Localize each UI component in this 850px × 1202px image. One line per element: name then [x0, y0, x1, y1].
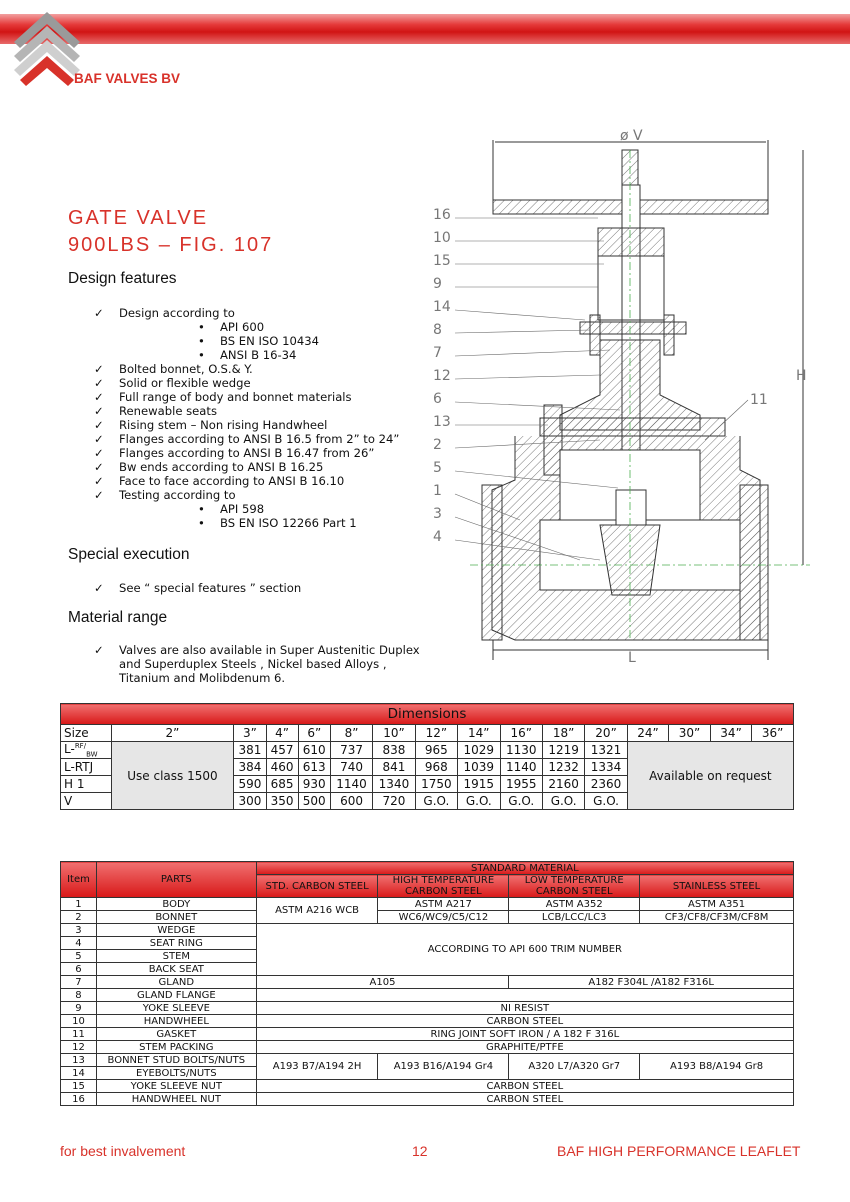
part-number-label: 15 — [433, 253, 451, 269]
item-number: 3 — [61, 924, 97, 937]
size-header: 20” — [585, 725, 627, 742]
dimension-value: 720 — [373, 793, 415, 810]
list-item-text: Solid or flexible wedge — [119, 376, 251, 390]
size-header: 14” — [458, 725, 500, 742]
size-header: Size — [61, 725, 112, 742]
item-number: 13 — [61, 1054, 97, 1067]
list-item-text: ANSI B 16-34 — [220, 348, 297, 362]
part-name: YOKE SLEEVE NUT — [96, 1080, 256, 1093]
size-header: 36” — [752, 725, 794, 742]
table-row — [61, 989, 794, 1002]
dimension-value: 350 — [266, 793, 298, 810]
item-number: 12 — [61, 1041, 97, 1054]
dimensions-table — [60, 703, 794, 810]
table-row — [61, 911, 794, 924]
table-row — [61, 1093, 794, 1106]
check-icon: ✓ — [94, 474, 104, 488]
item-number: 5 — [61, 950, 97, 963]
item-number: 14 — [61, 1067, 97, 1080]
part-number-label: 3 — [433, 506, 442, 522]
material-column-header: HIGH TEMPERATURE CARBON STEEL — [378, 875, 509, 898]
list-item-text: Bolted bonnet, O.S.& Y. — [119, 362, 253, 376]
dimension-value: 590 — [234, 776, 266, 793]
size-header: 30” — [669, 725, 711, 742]
material-cell: A193 B7/A194 2H — [256, 1054, 378, 1080]
material-cell: LCB/LCC/LC3 — [509, 911, 640, 924]
material-cell: ASTM A351 — [640, 898, 794, 911]
material-heading: Material range — [68, 609, 168, 626]
size-header: 6” — [298, 725, 330, 742]
drawing-label-bottom: L — [628, 650, 636, 666]
part-name: GLAND FLANGE — [96, 989, 256, 1002]
table-row — [61, 742, 794, 759]
part-number-label: 14 — [433, 299, 451, 315]
table-row — [61, 1028, 794, 1041]
part-number-label: 10 — [433, 230, 451, 246]
dimension-value: 384 — [234, 759, 266, 776]
bullet-icon: • — [198, 516, 205, 530]
material-cell: A105 — [256, 976, 509, 989]
size-header: 12” — [415, 725, 457, 742]
size-header: 8” — [330, 725, 372, 742]
item-number: 15 — [61, 1080, 97, 1093]
list-item-text: Flanges according to ANSI B 16.47 from 26” — [119, 446, 375, 460]
material-cell: ASTM A217 — [378, 898, 509, 911]
list-item-text: See “ special features ” section — [119, 581, 302, 595]
list-item-text: Design according to — [119, 306, 235, 320]
dimension-value: 740 — [330, 759, 372, 776]
part-number-label: 2 — [433, 437, 442, 453]
row-label: V — [61, 793, 112, 810]
part-number-label: 4 — [433, 529, 442, 545]
dimensions-title: Dimensions — [61, 704, 794, 725]
dimension-value: 1750 — [415, 776, 457, 793]
dimension-value: 685 — [266, 776, 298, 793]
dimension-value: G.O. — [415, 793, 457, 810]
list-item-text: Bw ends according to ANSI B 16.25 — [119, 460, 324, 474]
item-header: Item — [61, 862, 97, 898]
dimension-value: 1321 — [585, 742, 627, 759]
table-row — [61, 1041, 794, 1054]
dimension-value: G.O. — [542, 793, 584, 810]
dimension-value: 968 — [415, 759, 457, 776]
request-cell: Available on request — [627, 742, 793, 810]
item-number: 6 — [61, 963, 97, 976]
dimension-value: 2160 — [542, 776, 584, 793]
size-header: 10” — [373, 725, 415, 742]
size-header: 3” — [234, 725, 266, 742]
material-cell: CF3/CF8/CF3M/CF8M — [640, 911, 794, 924]
item-number: 1 — [61, 898, 97, 911]
row-label: L-RTJ — [61, 759, 112, 776]
list-item-text: BS EN ISO 12266 Part 1 — [220, 516, 357, 530]
drawing-label-right: 11 — [750, 392, 768, 408]
part-name: BONNET STUD BOLTS/NUTS — [96, 1054, 256, 1067]
material-column-header: LOW TEMPERATURE CARBON STEEL — [509, 875, 640, 898]
part-number-label: 1 — [433, 483, 442, 499]
list-item-text: Flanges according to ANSI B 16.5 from 2” to 24” — [119, 432, 400, 446]
dimension-value: 2360 — [585, 776, 627, 793]
check-icon: ✓ — [94, 488, 104, 502]
dimension-value: 1334 — [585, 759, 627, 776]
part-number-label: 8 — [433, 322, 442, 338]
table-row — [61, 1015, 794, 1028]
part-name: EYEBOLTS/NUTS — [96, 1067, 256, 1080]
material-column-header: STAINLESS STEEL — [640, 875, 794, 898]
check-icon: ✓ — [94, 306, 104, 320]
part-name: YOKE SLEEVE — [96, 1002, 256, 1015]
material-cell: CARBON STEEL — [256, 1080, 793, 1093]
parts-header: PARTS — [96, 862, 256, 898]
dimension-value: 1140 — [330, 776, 372, 793]
row-label: H 1 — [61, 776, 112, 793]
brand-logo — [12, 10, 82, 88]
dimension-value: G.O. — [585, 793, 627, 810]
part-name: STEM PACKING — [96, 1041, 256, 1054]
dimension-value: 1130 — [500, 742, 542, 759]
part-name: GASKET — [96, 1028, 256, 1041]
dimension-value: 457 — [266, 742, 298, 759]
dimension-value: G.O. — [500, 793, 542, 810]
row-label: L-$^{RF/}_{BW}$ — [61, 742, 112, 759]
material-cell: CARBON STEEL — [256, 1015, 793, 1028]
dimension-value: 838 — [373, 742, 415, 759]
check-icon: ✓ — [94, 404, 104, 418]
item-number: 7 — [61, 976, 97, 989]
dimension-value: 1340 — [373, 776, 415, 793]
dimension-value: 1915 — [458, 776, 500, 793]
table-row — [61, 898, 794, 911]
table-row — [61, 924, 794, 937]
item-number: 2 — [61, 911, 97, 924]
part-name: HANDWHEEL — [96, 1015, 256, 1028]
dimension-value: 1955 — [500, 776, 542, 793]
table-row — [61, 976, 794, 989]
drawing-label-top: ø V — [620, 128, 643, 144]
valve-drawing — [420, 128, 850, 668]
part-name: BONNET — [96, 911, 256, 924]
table-row — [61, 1054, 794, 1067]
list-item-text: Testing according to — [119, 488, 236, 502]
standard-material-header: STANDARD MATERIAL — [256, 862, 793, 875]
material-cell: A182 F304L /A182 F316L — [509, 976, 794, 989]
material-cell: ASTM A352 — [509, 898, 640, 911]
part-name: HANDWHEEL NUT — [96, 1093, 256, 1106]
item-number: 9 — [61, 1002, 97, 1015]
dimension-value: G.O. — [458, 793, 500, 810]
dimension-value: 1140 — [500, 759, 542, 776]
material-column-header: STD. CARBON STEEL — [256, 875, 378, 898]
check-icon: ✓ — [94, 432, 104, 446]
part-name: BACK SEAT — [96, 963, 256, 976]
size-header: 2” — [111, 725, 234, 742]
dimension-value: 1029 — [458, 742, 500, 759]
dimension-value: 381 — [234, 742, 266, 759]
material-cell: ASTM A216 WCB — [256, 898, 378, 924]
dimension-value: 460 — [266, 759, 298, 776]
check-icon: ✓ — [94, 376, 104, 390]
list-item-text: API 598 — [220, 502, 265, 516]
material-cell: A193 B8/A194 Gr8 — [640, 1054, 794, 1080]
dimension-value: 965 — [415, 742, 457, 759]
dimension-value: 1232 — [542, 759, 584, 776]
part-name: GLAND — [96, 976, 256, 989]
material-cell: WC6/WC9/C5/C12 — [378, 911, 509, 924]
table-row — [61, 1002, 794, 1015]
check-icon: ✓ — [94, 460, 104, 474]
list-item-text: Renewable seats — [119, 404, 217, 418]
bullet-icon: • — [198, 502, 205, 516]
dimension-value: 600 — [330, 793, 372, 810]
page-subtitle: 900LBS – FIG. 107 — [68, 234, 274, 256]
check-icon: ✓ — [94, 390, 104, 404]
use-class-cell: Use class 1500 — [111, 742, 234, 810]
list-item-text: Full range of body and bonnet materials — [119, 390, 352, 404]
check-icon: ✓ — [94, 362, 104, 376]
list-item-text: BS EN ISO 10434 — [220, 334, 319, 348]
part-number-label: 5 — [433, 460, 442, 476]
dimension-value: 500 — [298, 793, 330, 810]
part-name: SEAT RING — [96, 937, 256, 950]
bullet-icon: • — [198, 320, 205, 334]
page-number: 12 — [412, 1143, 428, 1159]
size-header: 4” — [266, 725, 298, 742]
part-name: WEDGE — [96, 924, 256, 937]
dimension-value: 300 — [234, 793, 266, 810]
dimension-value: 1219 — [542, 742, 584, 759]
bullet-icon: • — [198, 334, 205, 348]
part-number-label: 12 — [433, 368, 451, 384]
material-cell: A320 L7/A320 Gr7 — [509, 1054, 640, 1080]
header-bar — [0, 14, 850, 44]
part-number-label: 9 — [433, 276, 442, 292]
dimension-value: 737 — [330, 742, 372, 759]
part-name: STEM — [96, 950, 256, 963]
list-item-text: and Superduplex Steels , Nickel based Alloys , — [119, 657, 387, 671]
size-header: 34” — [710, 725, 752, 742]
bullet-icon: • — [198, 348, 205, 362]
material-cell: ACCORDING TO API 600 TRIM NUMBER — [256, 924, 793, 976]
check-icon: ✓ — [94, 418, 104, 432]
list-item-text: Rising stem – Non rising Handwheel — [119, 418, 328, 432]
dimension-value: 1039 — [458, 759, 500, 776]
check-icon: ✓ — [94, 581, 104, 595]
material-cell: GRAPHITE/PTFE — [256, 1041, 793, 1054]
material-cell: NI RESIST — [256, 1002, 793, 1015]
material-cell — [256, 989, 793, 1002]
check-icon: ✓ — [94, 446, 104, 460]
list-item-text: API 600 — [220, 320, 265, 334]
item-number: 8 — [61, 989, 97, 1002]
dimension-value: 610 — [298, 742, 330, 759]
design-heading: Design features — [68, 270, 177, 287]
part-number-label: 16 — [433, 207, 451, 223]
material-cell: A193 B16/A194 Gr4 — [378, 1054, 509, 1080]
check-icon: ✓ — [94, 643, 104, 657]
material-cell: CARBON STEEL — [256, 1093, 793, 1106]
material-cell: RING JOINT SOFT IRON / A 182 F 316L — [256, 1028, 793, 1041]
dimension-value: 930 — [298, 776, 330, 793]
item-number: 10 — [61, 1015, 97, 1028]
item-number: 4 — [61, 937, 97, 950]
list-item-text: Valves are also available in Super Austenitic Duplex — [119, 643, 420, 657]
page-title: GATE VALVE — [68, 207, 209, 229]
size-header: 18” — [542, 725, 584, 742]
size-header: 16” — [500, 725, 542, 742]
brand-name: BAF VALVES BV — [74, 71, 181, 86]
item-number: 11 — [61, 1028, 97, 1041]
table-row — [61, 1080, 794, 1093]
item-number: 16 — [61, 1093, 97, 1106]
dimension-value: 613 — [298, 759, 330, 776]
drawing-label-side: H — [796, 368, 807, 384]
part-number-label: 13 — [433, 414, 451, 430]
part-number-label: 7 — [433, 345, 442, 361]
part-number-label: 6 — [433, 391, 442, 407]
footer-tagline: for best invalvement — [60, 1143, 186, 1159]
list-item-text: Face to face according to ANSI B 16.10 — [119, 474, 345, 488]
footer-title: BAF HIGH PERFORMANCE LEAFLET — [557, 1143, 801, 1159]
size-header: 24” — [627, 725, 669, 742]
special-heading: Special execution — [68, 546, 190, 563]
part-name: BODY — [96, 898, 256, 911]
dimension-value: 841 — [373, 759, 415, 776]
materials-table — [60, 861, 794, 1106]
list-item-text: Titanium and Molibdenum 6. — [119, 671, 286, 685]
